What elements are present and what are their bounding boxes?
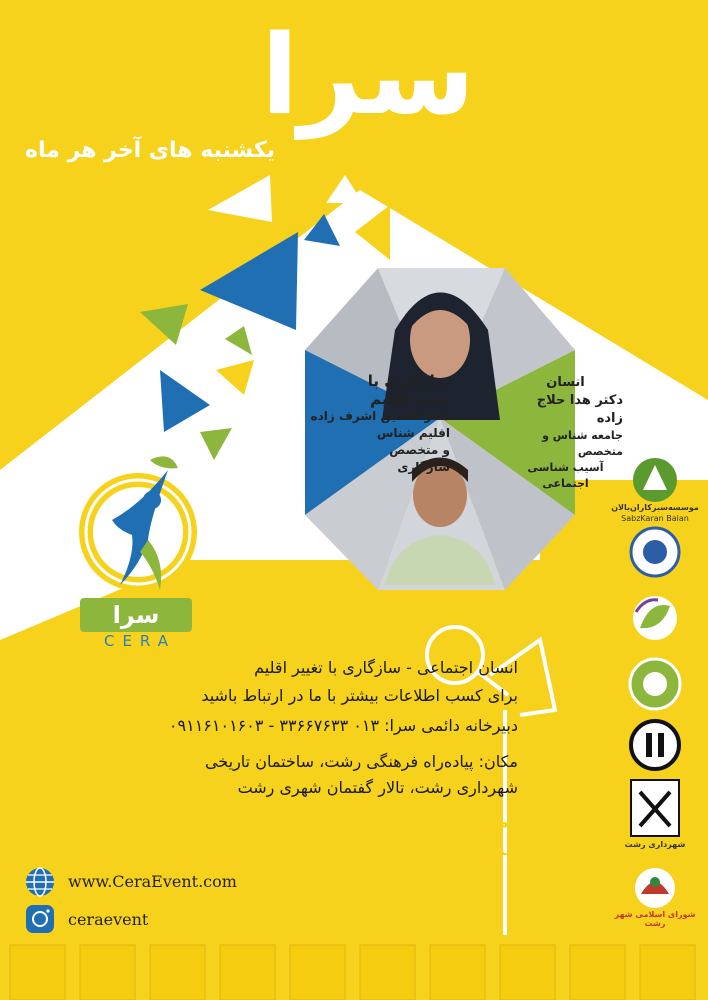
left-panel-line-3: و متخصص — [389, 443, 450, 457]
triangle-white-2 — [326, 175, 363, 203]
left-panel-line-2: اقلیم شناس — [376, 426, 450, 440]
poster-title: سرا — [260, 11, 476, 139]
city-council-logo-icon — [635, 868, 675, 908]
municipality-label: شهرداری رشت — [624, 840, 686, 849]
left-panel-line-1: دکتر افشین اشرف زاده — [310, 409, 450, 423]
sabzkaran-logo-icon — [633, 458, 677, 502]
info-line-7: ثبت نام در سایت از پنج‌شنبه ساعت ۱۶:۴۵ — [191, 840, 518, 859]
leaf-company-logo-icon — [633, 596, 677, 640]
info-line-5: شهرداری رشت، تالار گفتمان شهری رشت — [237, 778, 518, 797]
sabzkaran-label-en: SabzKaran Balan — [621, 514, 689, 523]
cera-badge: سرا — [80, 598, 192, 632]
left-panel-text — [300, 372, 450, 476]
info-line-6: زمان: یکشنبه ۵ آذر ماه ۱۳۹۶ ساعت ۱۶:۴۵ — [187, 812, 518, 831]
website-link[interactable]: www.CeraEvent.com — [68, 872, 237, 891]
info-line-4: مکان: پیاده‌راه فرهنگی رشت، ساختمان تاریخی — [204, 752, 518, 771]
green-circle-logo-icon — [630, 659, 680, 709]
info-line-3: دبیرخانه دائمی سرا: ۰۱۳ ۳۳۶۶۷۶۳۳ - ۰۹۱۱۶۱۰۱۶۰۳ — [168, 716, 518, 735]
sabzkaran-label-fa: موسسه‌سبزکاران‌بالان — [611, 503, 699, 512]
black-emblem-logo-icon — [631, 721, 679, 769]
poster-subtitle: یکشنبه های آخر هر ماه — [25, 138, 275, 163]
right-panel-heading: انسان — [546, 375, 585, 390]
triangle-white-1 — [208, 175, 272, 222]
council-label: شورای اسلامی شهر رشت — [614, 910, 696, 928]
info-line-2: برای کسب اطلاعات بیشتر با ما در ارتباط باشید — [201, 686, 518, 705]
cera-english-label: CERA — [103, 632, 177, 650]
association-seal-icon — [631, 528, 679, 576]
right-panel-line-3: اجتماعی — [542, 477, 589, 490]
left-panel-line-4: سازگاری — [397, 460, 450, 474]
left-panel-heading-1: سازگاری با — [367, 372, 450, 390]
info-line-1: انسان اجتماعی - سازگاری با تغییر اقلیم — [254, 658, 518, 677]
instagram-handle[interactable]: ceraevent — [68, 910, 149, 929]
instagram-icon — [26, 905, 54, 933]
right-panel-text — [508, 374, 623, 492]
right-panel-name: دکتر هدا حلاج زاده — [536, 393, 623, 426]
right-panel-line-2: آسیب شناسی — [527, 461, 604, 474]
globe-icon — [26, 868, 54, 896]
left-panel-heading-2: تغییر اقلیم — [370, 390, 450, 408]
right-panel-line-1: جامعه شناس و متخصص — [542, 429, 623, 458]
municipality-logo-icon — [631, 780, 679, 836]
auditorium-seats — [10, 945, 695, 1000]
